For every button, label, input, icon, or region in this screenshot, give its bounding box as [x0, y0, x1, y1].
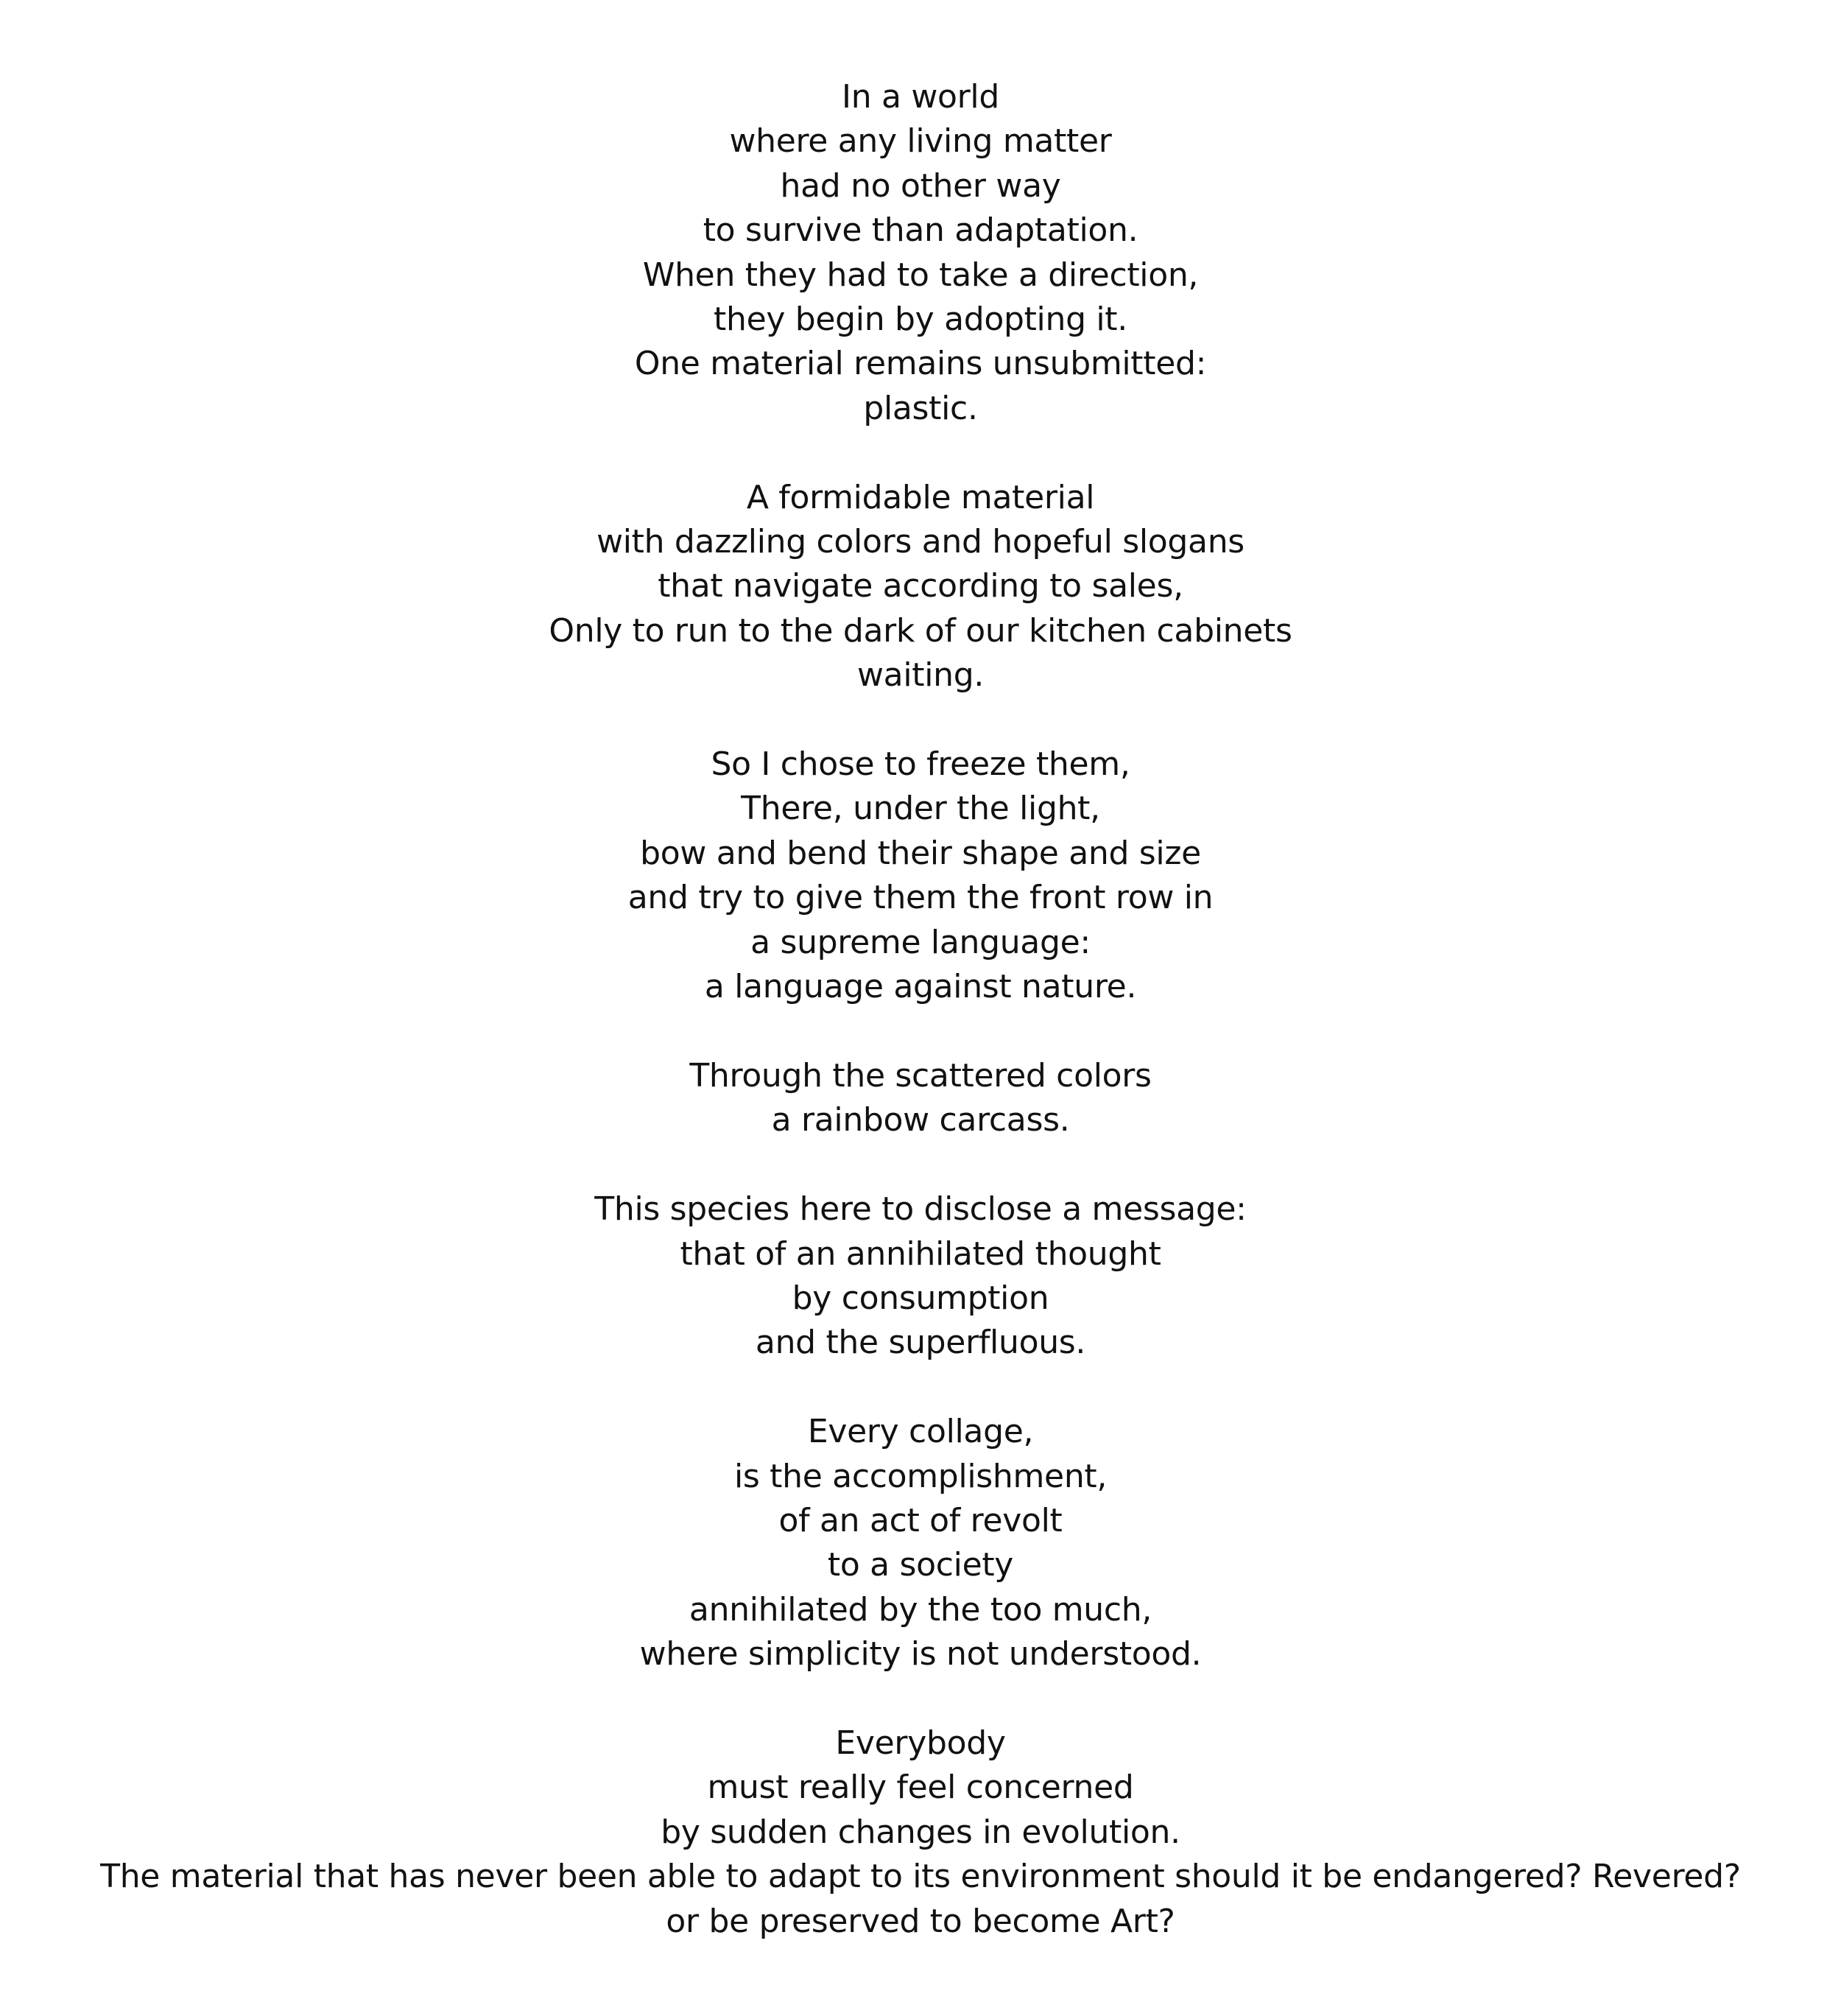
poem-line: annihilated by the too much, [689, 1590, 1152, 1629]
poem-line: they begin by adopting it. [714, 301, 1127, 339]
poem-line: or be preserved to become Art? [666, 1902, 1175, 1940]
poem-line: So I chose to freeze them, [711, 745, 1130, 784]
poem-line: and try to give them the front row in [627, 879, 1214, 917]
poem-line: by consumption [792, 1279, 1049, 1317]
poem-line: Everybody [835, 1724, 1006, 1762]
poem-line: with dazzling colors and hopeful slogans [596, 523, 1245, 561]
poem-line: plastic. [863, 389, 978, 427]
poem-line: This species here to disclose a message: [594, 1190, 1247, 1229]
poem-line: had no other way [780, 166, 1061, 205]
poem-stanza [0, 742, 1841, 1009]
poem-line: There, under the light, [741, 790, 1100, 828]
poem-line: a language against nature. [704, 968, 1137, 1006]
poem-line: When they had to take a direction, [642, 256, 1199, 294]
poem-stanza [0, 75, 1841, 431]
poem-line: bow and bend their shape and size [640, 834, 1201, 872]
poem [0, 75, 1841, 1944]
poem-line: A formidable material [746, 478, 1095, 516]
poem-line: The material that has never been able to adapt to its environment should it be endangered? Revered? [100, 1858, 1741, 1896]
poem-line: by sudden changes in evolution. [661, 1813, 1180, 1851]
poem-stanza [0, 476, 1841, 698]
poem-line: is the accomplishment, [733, 1457, 1108, 1495]
poem-stanza [0, 1410, 1841, 1676]
poem-line: that navigate according to sales, [658, 567, 1183, 605]
poem-line: where simplicity is not understood. [639, 1635, 1202, 1673]
poem-line: In a world [842, 78, 999, 116]
poem-line: a rainbow carcass. [771, 1101, 1070, 1139]
poem-line: One material remains unsubmitted: [634, 345, 1207, 383]
poem-stanza [0, 1054, 1841, 1143]
poem-line: of an act of revolt [778, 1501, 1063, 1539]
poem-line: Through the scattered colors [689, 1056, 1152, 1095]
poem-line: Only to run to the dark of our kitchen cabinets [549, 611, 1292, 650]
poem-line: waiting. [856, 656, 985, 695]
poem-line: to survive than adaptation. [703, 211, 1138, 250]
poem-line: and the superfluous. [755, 1324, 1086, 1362]
poem-stanza [0, 1721, 1841, 1944]
poem-line: Every collage, [807, 1413, 1034, 1451]
poem-stanza [0, 1187, 1841, 1366]
poem-line: to a society [827, 1546, 1014, 1584]
poem-line: a supreme language: [750, 923, 1091, 961]
poem-line: must really feel concerned [707, 1769, 1134, 1807]
poem-line: that of an annihilated thought [680, 1234, 1161, 1273]
poem-line: where any living matter [729, 122, 1112, 161]
